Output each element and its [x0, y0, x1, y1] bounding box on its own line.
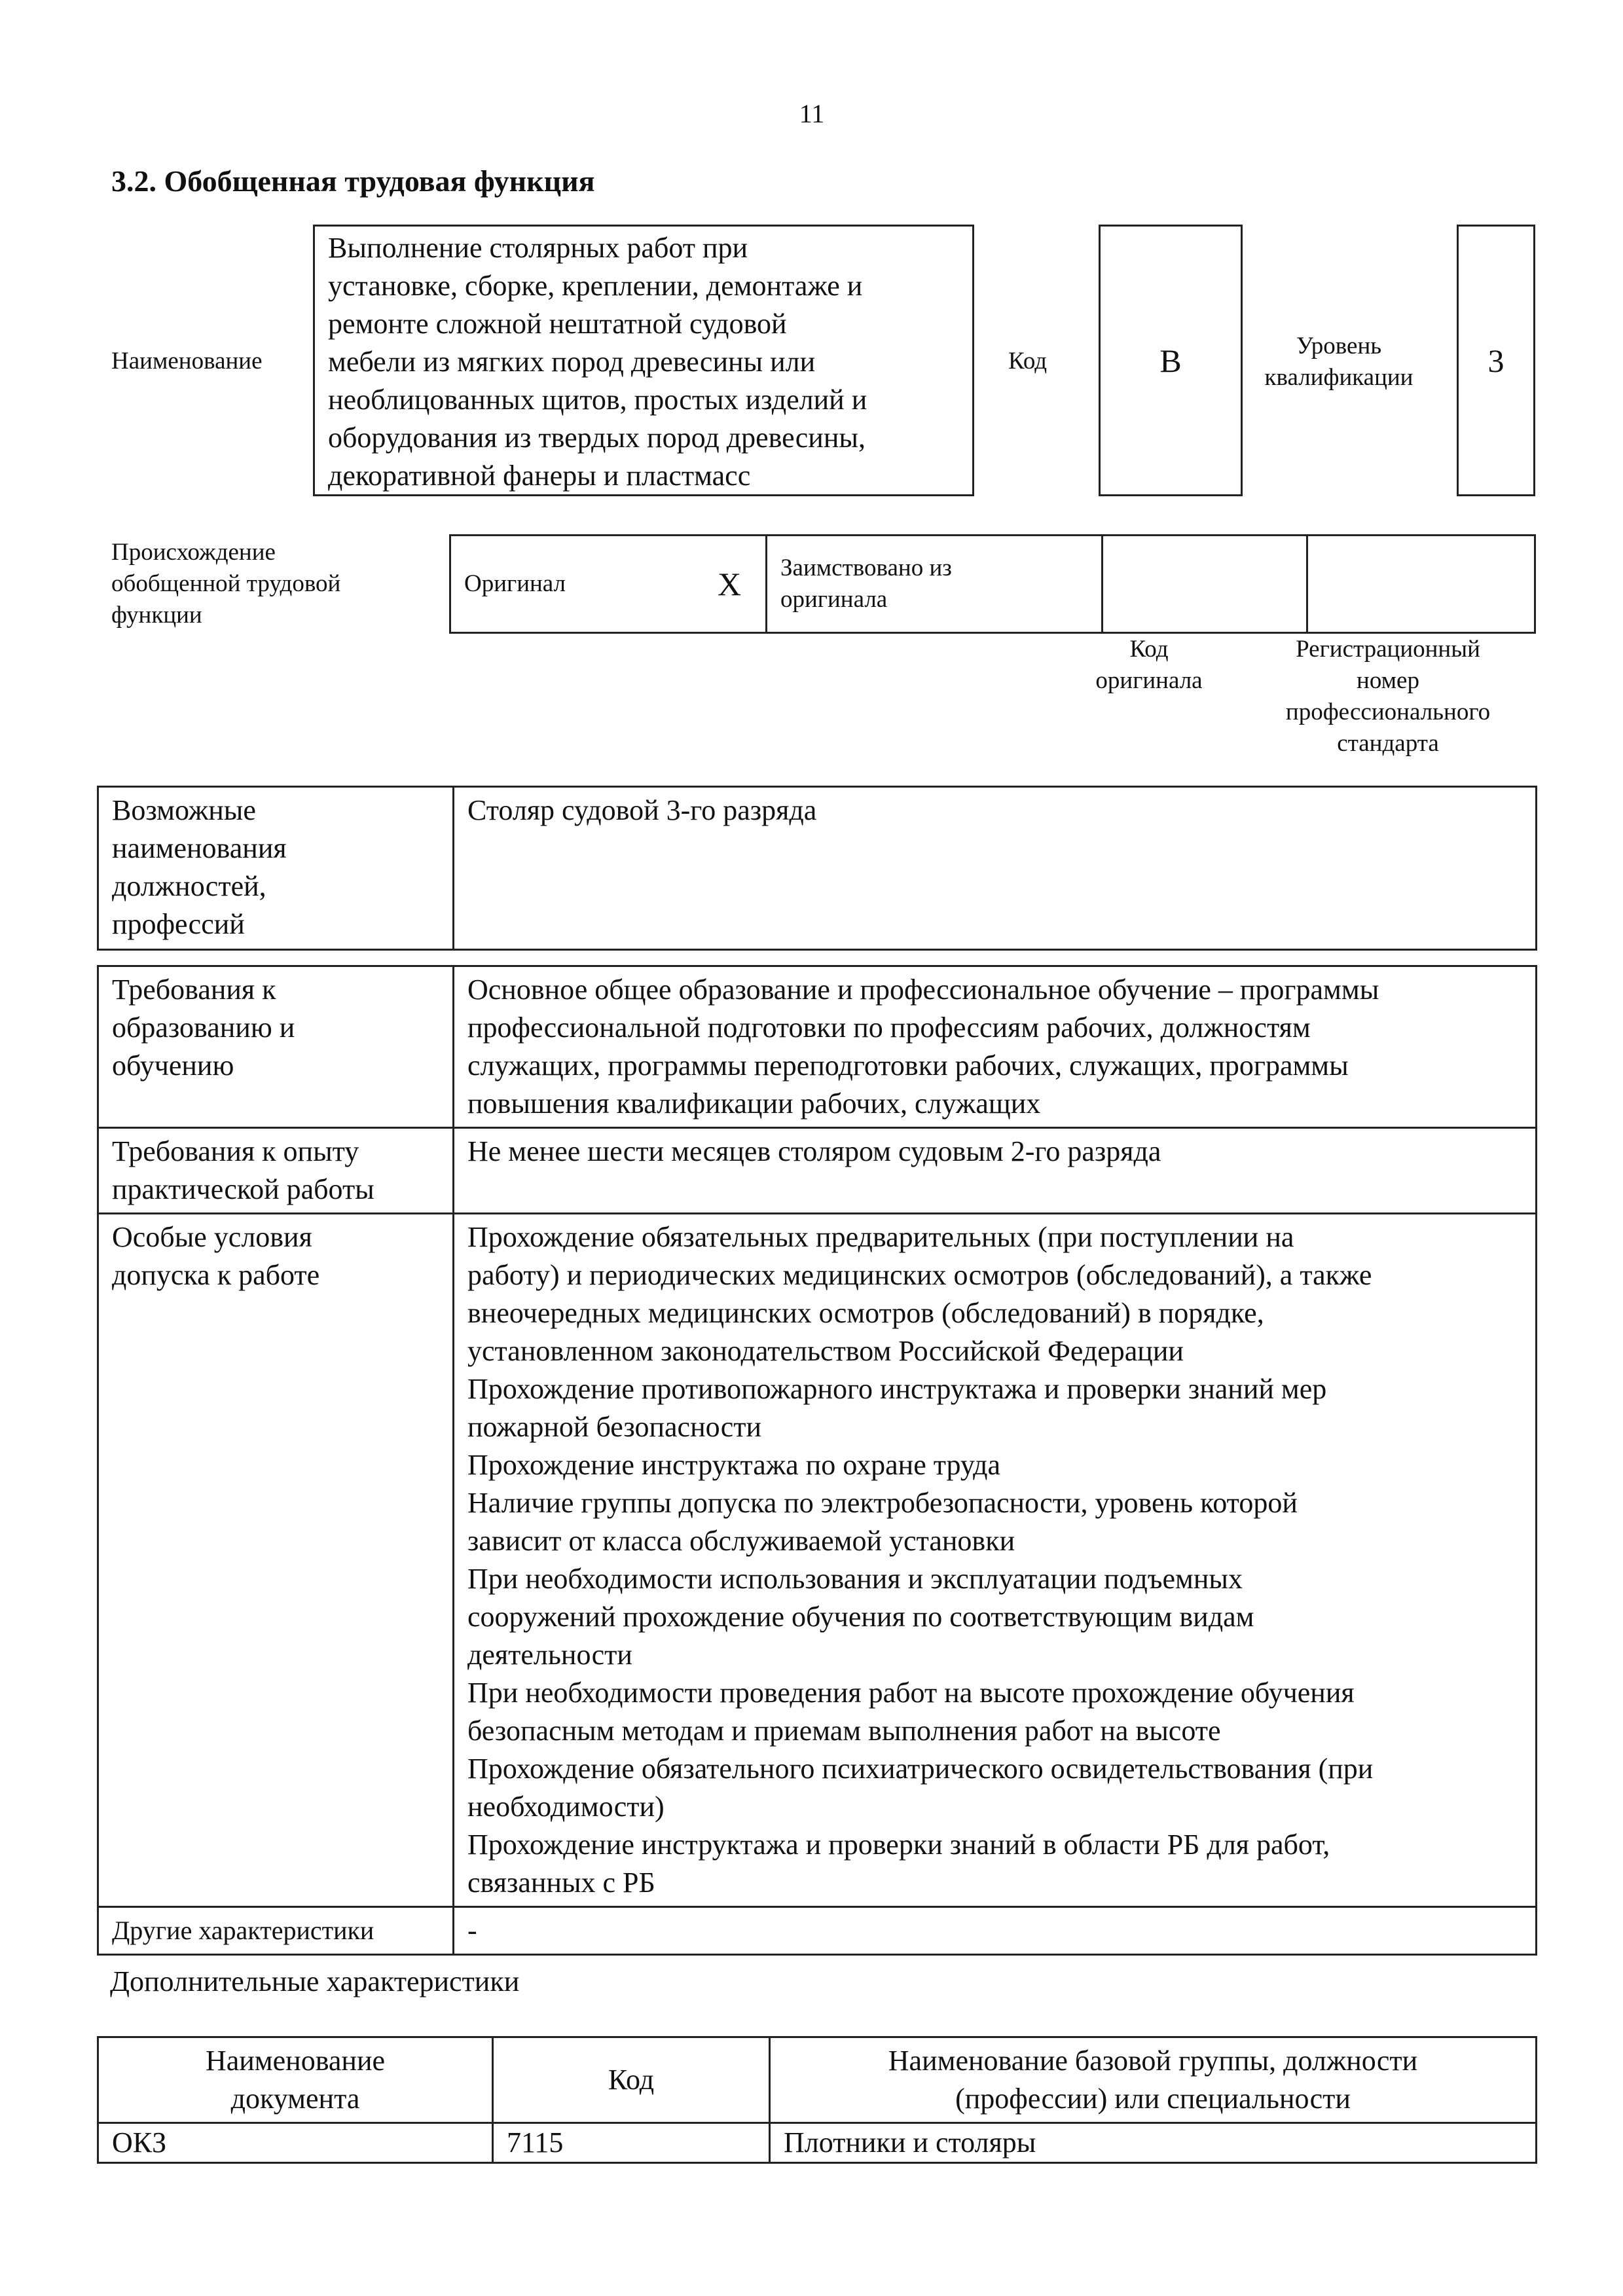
value-line: Основное общее образование и профессиональное обучение – программы — [467, 974, 1379, 1006]
label-line: обучению — [112, 1049, 234, 1082]
positions-label-line: профессий — [112, 908, 245, 940]
experience-value: Не менее шести месяцев столяром судовым 2-го разряда — [454, 1128, 1537, 1214]
code-original-cell — [1103, 536, 1307, 633]
origin-label-line: обобщенной трудовой — [111, 570, 341, 597]
value-line: сооружений прохождение обучения по соответствующим видам — [467, 1601, 1254, 1633]
qualification-level-label — [1257, 331, 1421, 393]
positions-label-line: должностей, — [112, 870, 266, 902]
function-name-line: мебели из мягких пород древесины или — [328, 346, 816, 378]
value-line: внеочередных медицинских осмотров (обследований) в порядке, — [467, 1297, 1264, 1329]
positions-label-line: наименования — [112, 832, 287, 864]
page-number: 11 — [799, 99, 825, 128]
level-label-line: квалификации — [1264, 364, 1413, 391]
value-line: Прохождение инструктажа и проверки знаний в области РБ для работ, — [467, 1829, 1330, 1861]
value-line: Прохождение обязательных предварительных (при поступлении на — [467, 1221, 1294, 1253]
function-name-line: декоративной фанеры и пластмасс — [328, 460, 751, 492]
original-label: Оригинал — [450, 536, 694, 633]
education-row — [98, 966, 1537, 1128]
function-name-line: ремонте сложной нештатной судовой — [328, 308, 787, 340]
naming-label: Наименование — [111, 348, 263, 374]
value-line: повышения квалификации рабочих, служащих — [467, 1087, 1041, 1120]
label-line: Требования к опыту — [112, 1135, 359, 1167]
header-line: Наименование базовой группы, должности — [888, 2045, 1418, 2077]
experience-row — [98, 1128, 1537, 1214]
additional-title: Дополнительные характеристики — [110, 1965, 520, 1997]
table-row — [98, 2123, 1537, 2163]
header-line: (профессии) или специальности — [955, 2083, 1351, 2115]
education-label — [98, 966, 454, 1128]
other-row — [98, 1907, 1537, 1955]
other-label: Другие характеристики — [98, 1907, 454, 1955]
value-line: связанных с РБ — [467, 1867, 655, 1899]
function-name-box — [313, 225, 974, 496]
original-mark: X — [693, 536, 767, 633]
value-line: зависит от класса обслуживаемой установки — [467, 1525, 1015, 1557]
header-line: документа — [230, 2083, 360, 2115]
borrowed-label-line: Заимствовано из — [780, 555, 952, 581]
value-line: безопасным методам и приемам выполнения работ на высоте — [467, 1715, 1221, 1747]
education-value — [454, 966, 1537, 1128]
caption-line: стандарта — [1337, 730, 1439, 757]
conditions-value — [454, 1214, 1537, 1907]
label-line: Особые условия — [112, 1221, 312, 1253]
origin-label-line: функции — [111, 602, 202, 629]
caption-line: оригинала — [1095, 667, 1203, 694]
positions-table — [97, 786, 1537, 951]
caption-line: Регистрационный — [1296, 636, 1480, 663]
value-line: Прохождение инструктажа по охране труда — [467, 1449, 1001, 1481]
value-line: Прохождение обязательного психиатрического освидетельствования (при — [467, 1753, 1374, 1785]
value-line: установленном законодательством Российской Федерации — [467, 1335, 1184, 1367]
row-doc: ОКЗ — [98, 2123, 493, 2163]
conditions-row — [98, 1214, 1537, 1907]
requirements-table — [97, 965, 1537, 1956]
value-line: При необходимости использования и эксплуатации подъемных — [467, 1563, 1243, 1595]
value-line: необходимости) — [467, 1791, 665, 1823]
label-line: допуска к работе — [112, 1259, 320, 1291]
value-line: служащих, программы переподготовки рабочих, служащих, программы — [467, 1049, 1349, 1082]
level-label-line: Уровень — [1296, 333, 1382, 359]
experience-label — [98, 1128, 454, 1214]
caption-line: профессионального — [1285, 699, 1491, 725]
row-name: Плотники и столяры — [770, 2123, 1537, 2163]
borrowed-label — [767, 536, 1103, 633]
label-line: практической работы — [112, 1173, 374, 1205]
origin-label — [111, 537, 340, 631]
caption-line: Код — [1129, 636, 1169, 663]
function-name-line: установке, сборке, креплении, демонтаже и — [328, 270, 863, 302]
additional-header-row — [98, 2037, 1537, 2123]
caption-line: номер — [1357, 667, 1419, 694]
value-line: пожарной безопасности — [467, 1411, 762, 1443]
positions-label-line: Возможные — [112, 794, 256, 826]
origin-label-line: Происхождение — [111, 539, 276, 566]
col-name-header — [770, 2037, 1537, 2123]
reg-number-caption — [1237, 634, 1539, 759]
level-value: 3 — [1487, 342, 1504, 379]
code-label: Код — [1008, 348, 1048, 374]
borrowed-label-line: оригинала — [780, 586, 888, 613]
origin-table — [449, 534, 1536, 634]
function-name-line: оборудования из твердых пород древесины, — [328, 422, 866, 454]
code-original-caption — [1061, 634, 1237, 697]
col-code-header: Код — [493, 2037, 770, 2123]
col-doc-header — [98, 2037, 493, 2123]
value-line: деятельности — [467, 1639, 632, 1671]
header-line: Наименование — [205, 2045, 386, 2077]
code-value: B — [1159, 342, 1182, 379]
positions-label — [98, 787, 454, 950]
function-name-line: Выполнение столярных работ при — [328, 232, 748, 264]
value-line: При необходимости проведения работ на высоте прохождение обучения — [467, 1677, 1355, 1709]
code-value-box — [1099, 225, 1243, 496]
label-line: образованию и — [112, 1011, 295, 1044]
label-line: Требования к — [112, 974, 276, 1006]
row-code: 7115 — [493, 2123, 770, 2163]
function-name-line: необлицованных щитов, простых изделий и — [328, 384, 867, 416]
additional-table — [97, 2036, 1537, 2164]
reg-number-cell — [1307, 536, 1535, 633]
other-value: - — [454, 1907, 1537, 1955]
value-line: Прохождение противопожарного инструктажа и проверки знаний мер — [467, 1373, 1327, 1405]
section-title: 3.2. Обобщенная трудовая функция — [111, 164, 595, 198]
level-value-box — [1457, 225, 1535, 496]
positions-value: Столяр судовой 3-го разряда — [454, 787, 1537, 950]
conditions-label — [98, 1214, 454, 1907]
value-line: профессиональной подготовки по профессиям рабочих, должностям — [467, 1011, 1311, 1044]
value-line: работу) и периодических медицинских осмотров (обследований), а также — [467, 1259, 1372, 1291]
value-line: Наличие группы допуска по электробезопасности, уровень которой — [467, 1487, 1298, 1519]
